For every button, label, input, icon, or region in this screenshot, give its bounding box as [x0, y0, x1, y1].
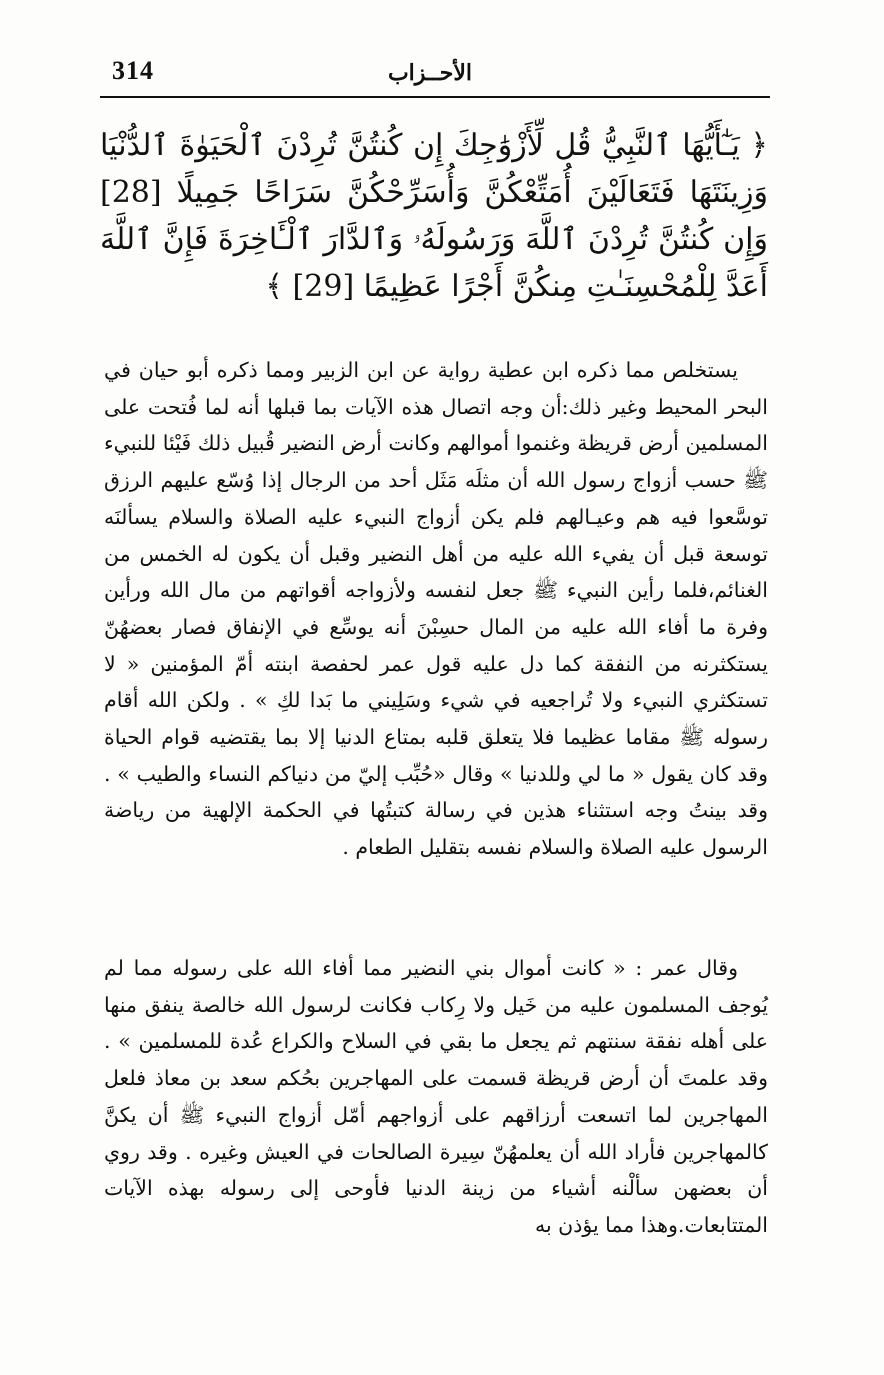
header-divider — [100, 96, 770, 98]
commentary-paragraph-2 — [104, 950, 768, 1244]
quran-verse-block: ﴿ يَـٰٓأَيُّهَا ٱلنَّبِيُّ قُل لِّأَزْوَٰجِكَ إِن كُنتُنَّ تُرِدْنَ ٱلْحَيَوٰةَ ٱلدُّنْيَا وَزِينَتَهَا فَتَعَالَيْنَ أُمَتِّعْكُنَّ وَأُسَرِّحْكُنَّ سَرَاحًا جَمِيلًا [28] وَإِن كُنتُنَّ تُرِدْنَ ٱللَّهَ وَرَسُولَهُۥ وَٱلدَّارَ ٱلْـَٔاخِرَةَ فَإِنَّ ٱللَّهَ أَعَدَّ لِلْمُحْسِنَـٰتِ مِنكُنَّ أَجْرًا عَظِيمًا [29] ﴾ — [100, 128, 768, 304]
running-title: الأحــزاب — [387, 60, 473, 86]
paragraph-text: وقال عمر : « كانت أموال بني النضير مما أفاء الله على رسوله مما لم يُوجف المسلمون عليه من خَيل ولا رِكاب فكانت لرسول الله خالصة ينفق منها على أهله نفقة سنتهم ثم يجعل ما بقي في السلاح والكراع عُدة للمسلمين » . وقد علمتَ أن أرض قريظة قسمت على المهاجرين بحُكم سعد بن معاذ فلعل المهاجرين لما اتسعت أرزاقهم على أزواجهم أمّل أزواج النبيء ﷺ أن يكنَّ كالمهاجرين فأراد الله أن يعلمهُنّ سِيرة الصالحات في العيش وغيره . وقد روي أن بعضهن سألْنه أشياء من زينة الدنيا فأوحى إلى رسوله بهذه الآيات المتتابعات.وهذا مما يؤذن به — [104, 956, 768, 1237]
paragraph-text: يستخلص مما ذكره ابن عطية رواية عن ابن الزبير ومما ذكره أبو حيان في البحر المحيط وغير ذلك:أن وجه اتصال هذه الآيات بما قبلها أنه لما فُتحت على المسلمين أرض قريظة وغنموا أموالهم وكانت أرض النضير قُبيل ذلك فَيْئا للنبيء ﷺ حسب أزواج رسول الله أن مثلَه مَثَل أحد من الرجال إذا وُسّع عليهم الرزق توسَّعوا فيه هم وعيـالهم فلم يكن أزواج النبيء عليه الصلاة والسلام يسألنَه توسعة قبل أن يفيء الله عليه من أهل النضير وقبل أن يكون له الخمس من الغنائم،فلما رأين النبيء ﷺ جعل لنفسه ولأزواجه أقواتهم من مال الله ورأين وفرة ما أفاء الله عليه من المال حسِبْنَ أنه يوسِّع في الإنفاق فصار بعضهُنّ يستكثرنه من النفقة كما دل عليه قول عمر لحفصة ابنته أمّ المؤمنين « لا تستكثري النبيء ولا تُراجعيه في شيء وسَلِيني ما بَدا لكِ » . ولكن الله أقام رسوله ﷺ مقاما عظيما فلا يتعلق قلبه بمتاع الدنيا إلا بما يقتضيه قوام الحياة وقد كان يقول « ما لي وللدنيا » وقال «حُبِّب إليّ من دنياكم النساء والطيب » . وقد بينتُ وجه استثناء هذين في رسالة كتبتُها في الحكمة الإلهية من رياضة الرسول عليه الصلاة والسلام نفسه بتقليل الطعام . — [104, 358, 768, 860]
commentary-paragraph-1 — [104, 352, 768, 866]
page-header — [100, 52, 766, 92]
page-number: 314 — [112, 56, 154, 85]
